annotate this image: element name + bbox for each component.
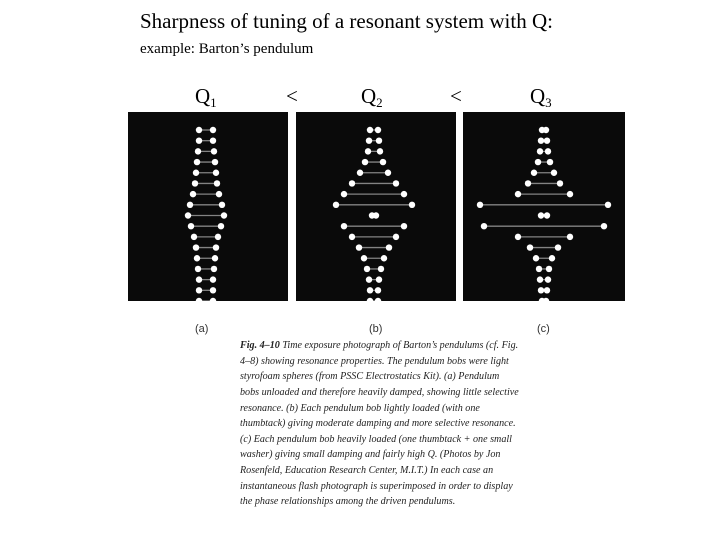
- pendulum-bob: [215, 234, 221, 240]
- pendulum-bob: [221, 212, 227, 218]
- pendulum-bob: [196, 127, 202, 133]
- pendulum-bob: [531, 170, 537, 176]
- pendulum-bob: [195, 148, 201, 154]
- panel-label-a: (a): [195, 323, 209, 335]
- pendulum-bob: [543, 298, 549, 301]
- caption-heading: Fig. 4–10: [240, 340, 280, 351]
- pendulum-bob: [401, 223, 407, 229]
- panel-label-b: (b): [369, 323, 383, 335]
- pendulum-photo-b: [296, 112, 456, 301]
- pendulum-bob: [376, 276, 382, 282]
- photo-panel-b: [296, 112, 456, 301]
- pendulum-bob: [378, 266, 384, 272]
- pendulum-bob: [219, 202, 225, 208]
- pendulum-bob: [349, 234, 355, 240]
- pendulum-bob: [527, 244, 533, 250]
- pendulum-bob: [409, 202, 415, 208]
- pendulum-bob: [481, 223, 487, 229]
- pendulum-bob: [349, 180, 355, 186]
- pendulum-bob: [365, 148, 371, 154]
- pendulum-bob: [515, 191, 521, 197]
- pendulum-bob: [210, 276, 216, 282]
- pendulum-bob: [375, 298, 381, 301]
- pendulum-bob: [341, 191, 347, 197]
- pendulum-bob: [375, 127, 381, 133]
- pendulum-bob: [515, 234, 521, 240]
- pendulum-bob: [356, 244, 362, 250]
- pendulum-bob: [533, 255, 539, 261]
- pendulum-bob: [543, 127, 549, 133]
- photo-panel-c: [463, 112, 625, 301]
- pendulum-bob: [210, 287, 216, 293]
- pendulum-bob: [605, 202, 611, 208]
- pendulum-bob: [212, 159, 218, 165]
- pendulum-bob: [544, 287, 550, 293]
- pendulum-bob: [361, 255, 367, 261]
- pendulum-bob: [535, 159, 541, 165]
- pendulum-bob: [188, 223, 194, 229]
- pendulum-bob: [196, 287, 202, 293]
- pendulum-bob: [367, 287, 373, 293]
- pendulum-bob: [393, 234, 399, 240]
- pendulum-bob: [567, 234, 573, 240]
- pendulum-bob: [216, 191, 222, 197]
- pendulum-bob: [373, 212, 379, 218]
- pendulum-bob: [544, 212, 550, 218]
- pendulum-bob: [538, 212, 544, 218]
- pendulum-bob: [213, 244, 219, 250]
- pendulum-bob: [212, 255, 218, 261]
- pendulum-bob: [196, 137, 202, 143]
- pendulum-bob: [192, 180, 198, 186]
- pendulum-bob: [536, 266, 542, 272]
- less-than-sign: <: [286, 84, 298, 108]
- pendulum-bob: [545, 148, 551, 154]
- pendulum-bob: [557, 180, 563, 186]
- panel-label-c: (c): [537, 323, 550, 335]
- pendulum-bob: [364, 266, 370, 272]
- pendulum-bob: [555, 244, 561, 250]
- pendulum-photo-a: [128, 112, 288, 301]
- pendulum-bob: [366, 137, 372, 143]
- pendulum-bob: [195, 266, 201, 272]
- pendulum-bob: [549, 255, 555, 261]
- pendulum-bob: [547, 159, 553, 165]
- q1-label: $Q_1$: [195, 84, 217, 110]
- pendulum-bob: [376, 137, 382, 143]
- pendulum-bob: [545, 276, 551, 282]
- pendulum-bob: [193, 244, 199, 250]
- pendulum-bob: [367, 127, 373, 133]
- pendulum-bob: [194, 159, 200, 165]
- pendulum-bob: [196, 276, 202, 282]
- q3-label: $Q_3$: [530, 84, 552, 110]
- pendulum-bob: [401, 191, 407, 197]
- pendulum-bob: [191, 234, 197, 240]
- pendulum-bob: [187, 202, 193, 208]
- pendulum-bob: [362, 159, 368, 165]
- pendulum-bob: [537, 148, 543, 154]
- q2-label: $Q_2$: [361, 84, 383, 110]
- pendulum-bob: [357, 170, 363, 176]
- pendulum-bob: [381, 255, 387, 261]
- pendulum-bob: [190, 191, 196, 197]
- pendulum-bob: [385, 170, 391, 176]
- pendulum-bob: [193, 170, 199, 176]
- pendulum-bob: [341, 223, 347, 229]
- pendulum-bob: [194, 255, 200, 261]
- pendulum-bob: [375, 287, 381, 293]
- pendulum-bob: [546, 266, 552, 272]
- pendulum-bob: [537, 276, 543, 282]
- pendulum-bob: [185, 212, 191, 218]
- pendulum-bob: [386, 244, 392, 250]
- pendulum-bob: [333, 202, 339, 208]
- pendulum-bob: [380, 159, 386, 165]
- slide-subtitle: example: Barton’s pendulum: [140, 41, 314, 57]
- pendulum-bob: [393, 180, 399, 186]
- pendulum-bob: [551, 170, 557, 176]
- pendulum-bob: [366, 276, 372, 282]
- pendulum-bob: [218, 223, 224, 229]
- pendulum-bob: [544, 137, 550, 143]
- pendulum-bob: [211, 148, 217, 154]
- pendulum-bob: [538, 137, 544, 143]
- pendulum-bob: [213, 170, 219, 176]
- pendulum-bob: [210, 127, 216, 133]
- pendulum-bob: [214, 180, 220, 186]
- pendulum-bob: [567, 191, 573, 197]
- pendulum-photo-c: [463, 112, 625, 301]
- slide-title: Sharpness of tuning of a resonant system with Q:: [140, 9, 553, 33]
- pendulum-bob: [210, 298, 216, 301]
- photo-panel-a: [128, 112, 288, 301]
- pendulum-bob: [211, 266, 217, 272]
- pendulum-bob: [196, 298, 202, 301]
- pendulum-bob: [538, 287, 544, 293]
- pendulum-bob: [377, 148, 383, 154]
- pendulum-bob: [210, 137, 216, 143]
- less-than-sign: <: [450, 84, 462, 108]
- pendulum-bob: [601, 223, 607, 229]
- pendulum-bob: [477, 202, 483, 208]
- pendulum-bob: [367, 298, 373, 301]
- figure-caption: [240, 338, 520, 510]
- pendulum-bob: [525, 180, 531, 186]
- caption-text: Time exposure photograph of Barton’s pendulums (cf. Fig. 4–8) showing resonance properties. The pendulum bobs were light styrofoam spheres (from PSSC Electrostatics Kit). (a) Pendulum bobs unloaded and therefore heavily damped, showing little selective resonance. (b) Each pendulum bob lightly loaded (with one thumbtack) giving moderate damping and more selective resonance. (c) Each pendulum bob heavily loaded (one thumbtack + one small washer) giving small damping and fairly high Q. (Photos by Jon Rosenfeld, Education Research Center, M.I.T.) In each case an instantaneous flash photograph is superimposed in order to display the phase relationships among the driven pendulums.: [240, 340, 519, 508]
